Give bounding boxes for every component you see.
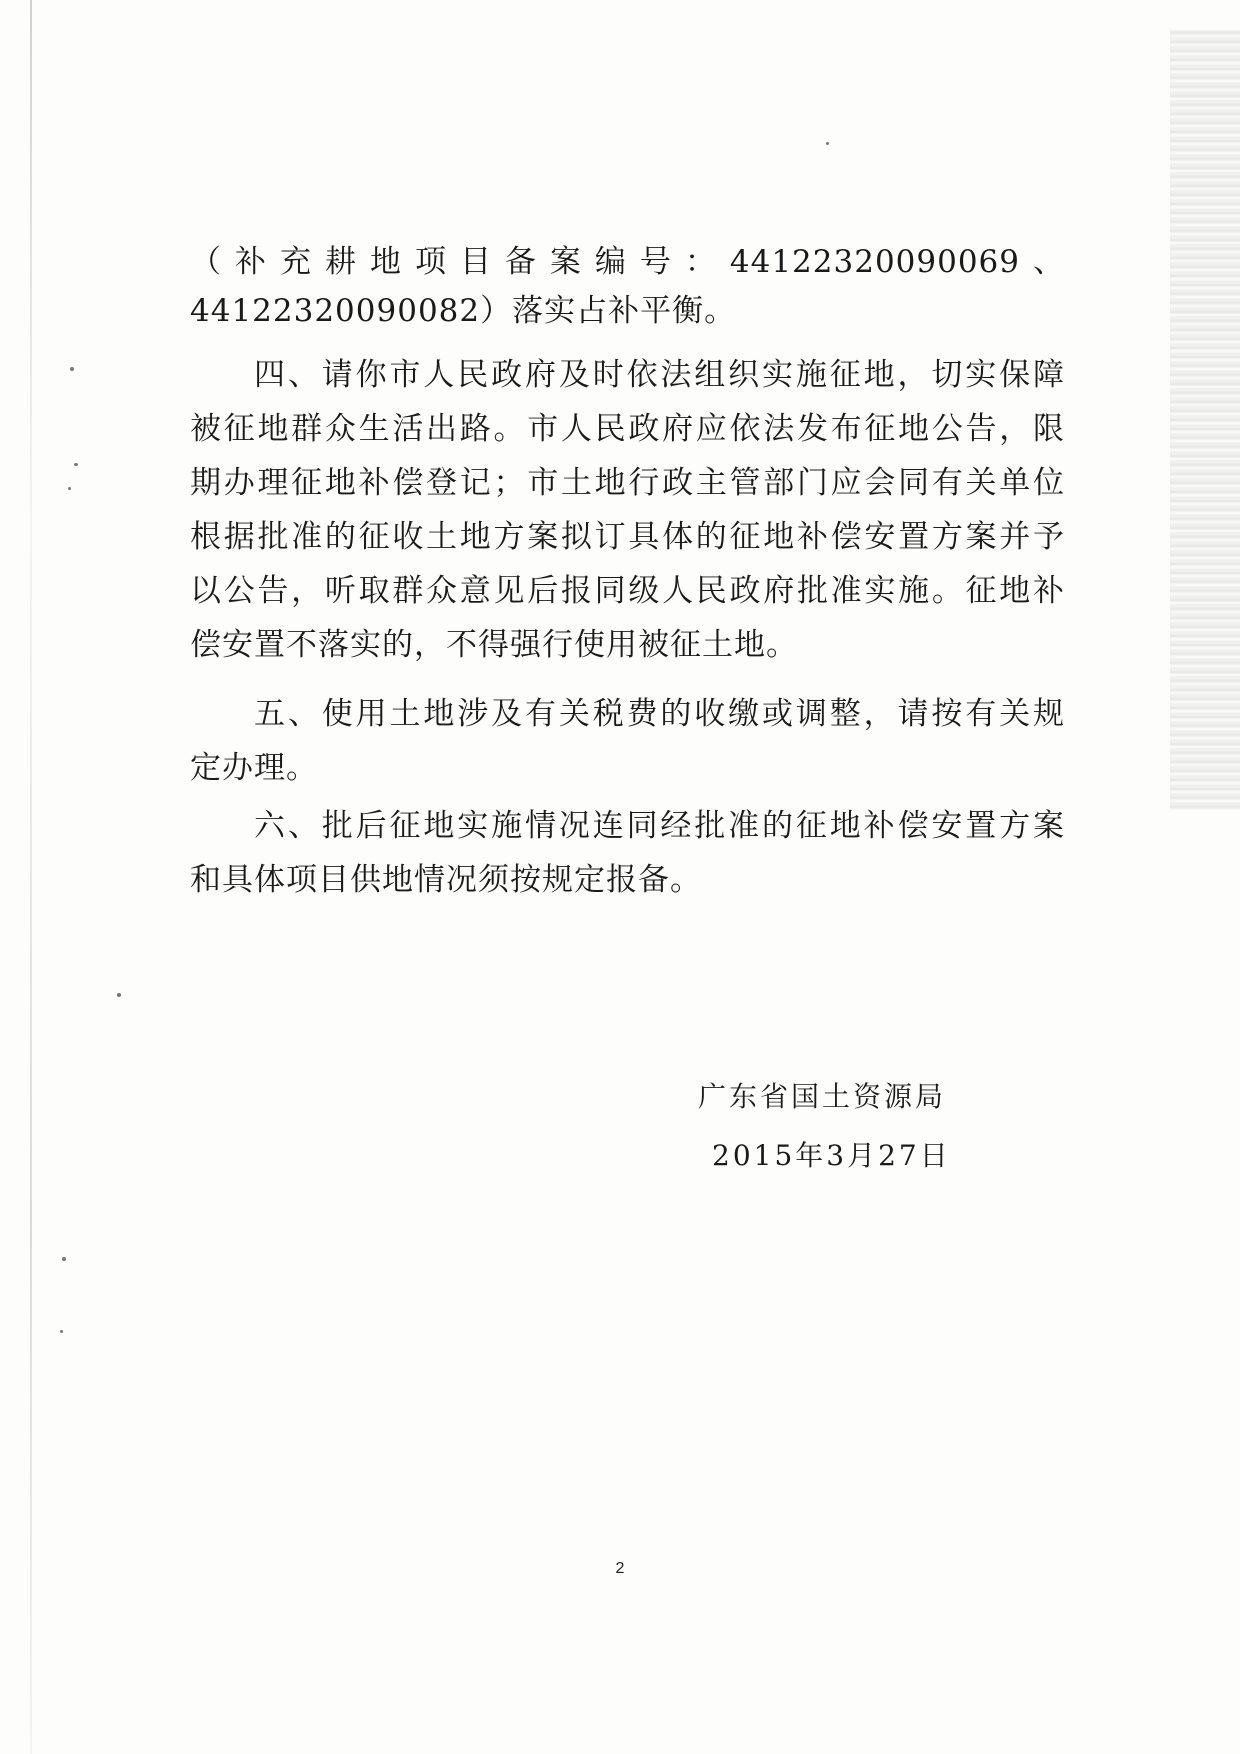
paragraph-6 (190, 802, 1065, 905)
scan-speck (70, 367, 74, 371)
scan-speck (117, 993, 121, 997)
paragraph-6-line-1: 六、批后征地实施情况连同经批准的征地补偿安置方案 (254, 808, 1065, 844)
issuer-name: 广东省国土资源局 (698, 1080, 947, 1113)
scan-noise-strip (1170, 30, 1240, 810)
paragraph-4-line-2: 被征地群众生活出路。市人民政府应依法发布征地公告，限 (190, 411, 1065, 447)
paragraph-4-line-4: 根据批准的征收土地方案拟订具体的征地补偿安置方案并予 (190, 519, 1065, 555)
paragraph-5-line-1: 五、使用土地涉及有关税费的收缴或调整，请按有关规 (254, 696, 1065, 732)
page-number: 2 (615, 1560, 625, 1577)
body-text (190, 238, 1065, 336)
paragraph-4 (190, 351, 1065, 670)
scan-speck (74, 463, 78, 466)
paragraph-1-line-1: （补充耕地项目备案编号：44122320090069、 (190, 244, 1065, 280)
scan-speck (68, 487, 71, 490)
paragraph-1-line-2: 44122320090082）落实占补平衡。 (190, 293, 737, 329)
paragraph-4-line-3: 期办理征地补偿登记；市土地行政主管部门应会同有关单位 (190, 465, 1065, 501)
paragraph-4-line-1: 四、请你市人民政府及时依法组织实施征地，切实保障 (254, 357, 1065, 393)
paragraph-5 (190, 690, 1065, 793)
issue-date: 2015年3月27日 (712, 1139, 951, 1172)
paragraph-6-line-2: 和具体项目供地情况须按规定报备。 (190, 862, 702, 898)
scan-edge-shadow (30, 0, 32, 1754)
paragraph-4-line-6: 偿安置不落实的，不得强行使用被征土地。 (190, 627, 798, 663)
scan-speck (60, 1330, 63, 1333)
scan-speck (826, 142, 829, 145)
paragraph-4-line-5: 以公告，听取群众意见后报同级人民政府批准实施。征地补 (190, 573, 1065, 609)
paragraph-5-line-2: 定办理。 (190, 750, 318, 786)
scan-speck (62, 1257, 66, 1261)
